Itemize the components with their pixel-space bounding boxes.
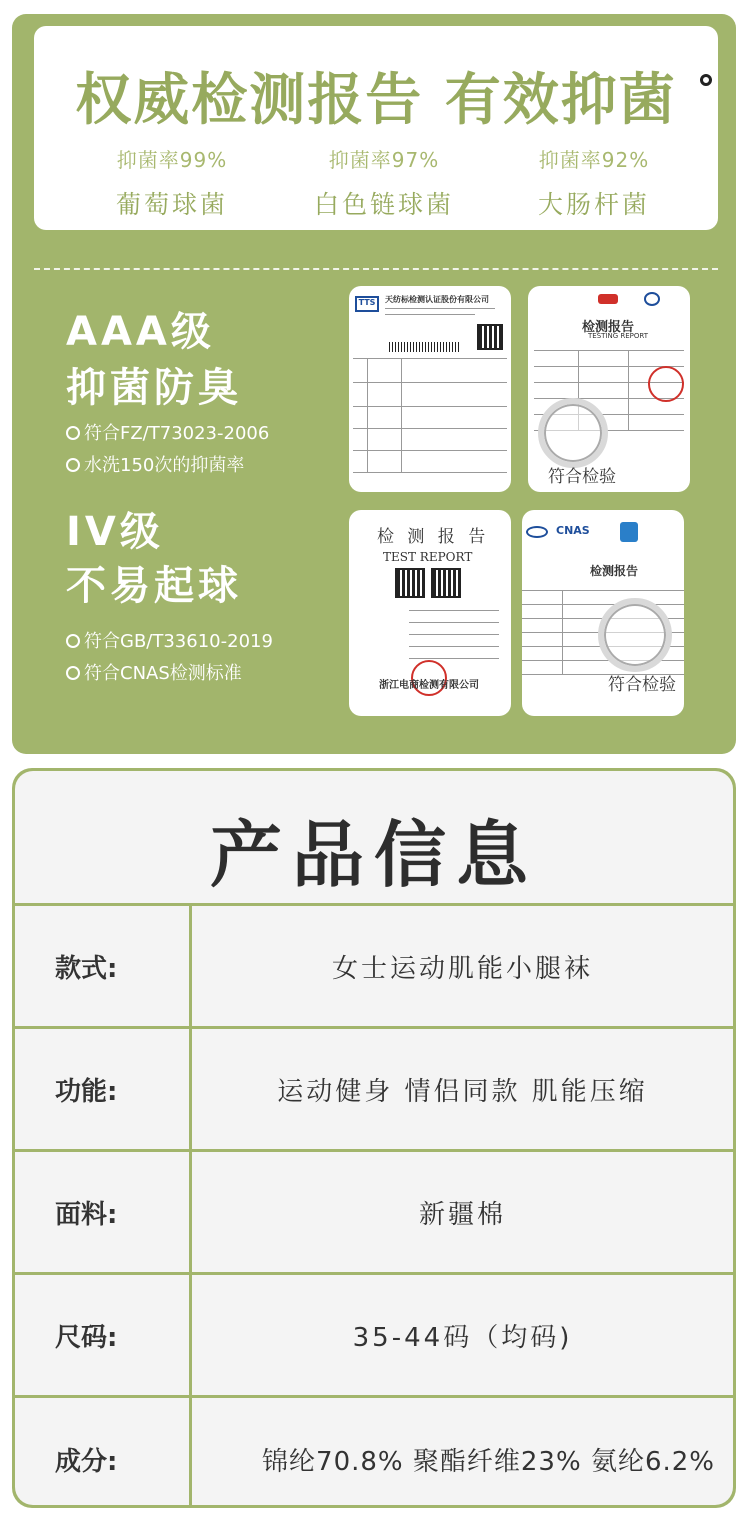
- feature-title: 不易起球: [66, 563, 242, 609]
- row-value: 新疆棉: [418, 1199, 506, 1230]
- feature-grade: IV级: [66, 509, 164, 555]
- row-value: 女士运动肌能小腿袜: [331, 953, 593, 984]
- certification-section: [12, 14, 736, 754]
- stat-rate: 抑菌率99%: [116, 148, 228, 172]
- hero-card: [34, 26, 718, 230]
- feature-note-text: 符合GB/T33610-2019: [84, 631, 273, 652]
- cert-subtitle: TESTING REPORT: [588, 332, 649, 340]
- check-bubble-icon: [66, 634, 80, 648]
- table-row: [15, 1029, 733, 1152]
- feature-note: [66, 626, 273, 658]
- feature-note-text: 符合FZ/T73023-2006: [84, 423, 270, 444]
- row-value: 35-44码（均码): [352, 1322, 573, 1353]
- cert-header: 天纺标检测认证股份有限公司: [385, 295, 489, 304]
- product-info-table: [15, 903, 733, 1505]
- product-info-panel: [15, 771, 733, 1505]
- row-key: 款式:: [15, 906, 192, 1026]
- feature-grade: AAA级: [66, 309, 215, 355]
- magnifier-icon: [598, 598, 672, 672]
- cert-image-3: [349, 510, 511, 716]
- row-key: 成分:: [15, 1398, 192, 1505]
- stat-item: [72, 144, 272, 221]
- barcode-icon: [389, 342, 459, 352]
- table-row: [15, 1152, 733, 1275]
- product-info-section: [12, 768, 736, 1508]
- check-bubble-icon: [66, 458, 80, 472]
- hero-title: [34, 56, 718, 136]
- feature-title: 抑菌防臭: [66, 365, 242, 411]
- cma-logo-icon: [598, 294, 618, 304]
- row-value: 锦纶70.8% 聚酯纤维23% 氨纶6.2%: [262, 1447, 715, 1477]
- cert-image-4: [522, 510, 684, 716]
- shield-logo-icon: [620, 522, 638, 542]
- cert-subtitle: TEST REPORT: [383, 550, 473, 564]
- stat-name: 白色链球菌: [313, 190, 454, 219]
- stat-rate: 抑菌率97%: [328, 148, 440, 172]
- cnas-logo-text: CNAS: [556, 524, 590, 537]
- tts-logo-icon: TTS: [355, 296, 379, 312]
- stat-name: 大肠杆菌: [537, 190, 650, 219]
- magnifier-icon: [538, 398, 608, 468]
- cnas-logo-icon: [644, 292, 660, 306]
- cert-pass-text: 符合检验: [608, 675, 676, 695]
- stat-rate: 抑菌率92%: [538, 148, 650, 172]
- hero-title-text: 权威检测报告 有效抑菌: [75, 68, 677, 133]
- table-row: [15, 906, 733, 1029]
- row-key: 尺码:: [15, 1275, 192, 1395]
- stat-item: [284, 144, 484, 221]
- stat-name: 葡萄球菌: [115, 190, 228, 219]
- table-row: [15, 1398, 733, 1505]
- degree-dot-icon: [700, 74, 712, 86]
- table-row: [15, 1275, 733, 1398]
- stat-item: [494, 144, 694, 221]
- feature-note-text: 水洗150次的抑菌率: [84, 455, 245, 476]
- cert-image-1: [349, 286, 511, 492]
- qr-code-icon: [477, 324, 503, 350]
- cert-title: 检 测 报 告: [377, 527, 490, 547]
- feature-note: [66, 418, 269, 450]
- check-bubble-icon: [66, 666, 80, 680]
- feature-note: [66, 658, 242, 690]
- red-seal-icon: [648, 366, 684, 402]
- feature-note-text: 符合CNAS检测标准: [84, 663, 242, 684]
- cert-title: 检测报告: [582, 320, 635, 335]
- ilac-logo-icon: [526, 526, 548, 538]
- cert-pass-text: 符合检验: [548, 467, 616, 487]
- row-value: 运动健身 情侣同款 肌能压缩: [277, 1076, 648, 1107]
- product-info-title: 产品信息: [209, 813, 538, 897]
- cert-company: 浙江电商检测有限公司: [379, 680, 479, 691]
- dashed-divider: [34, 268, 718, 270]
- check-bubble-icon: [66, 426, 80, 440]
- qr-code-icon: [395, 568, 425, 598]
- cert-title: 检测报告: [590, 564, 639, 578]
- row-key: 功能:: [15, 1029, 192, 1149]
- row-key: 面料:: [15, 1152, 192, 1272]
- feature-note: [66, 450, 244, 482]
- qr-code-icon: [431, 568, 461, 598]
- cert-image-2: [528, 286, 690, 492]
